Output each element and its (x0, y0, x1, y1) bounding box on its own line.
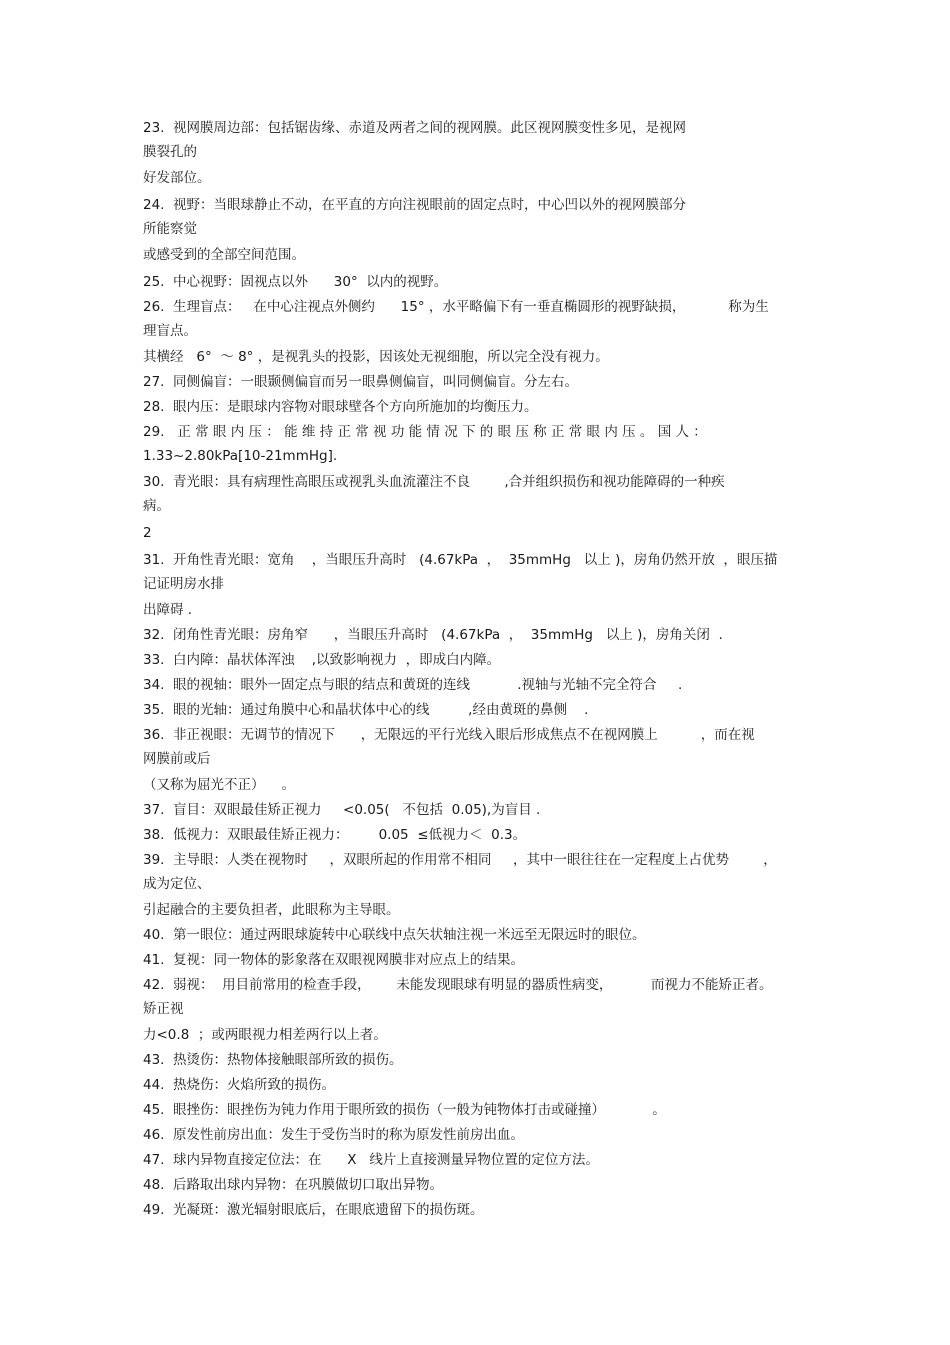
entry-41: 41. 复视：同一物体的影象落在双眼视网膜非对应点上的结果。 (143, 952, 525, 968)
page-number: 2 (143, 525, 152, 541)
entry-33: 33. 白内障：晶状体浑浊 ,以致影响视力 ，即成白内障。 (143, 652, 501, 668)
entry-30-line-2: 病。 (143, 498, 170, 514)
entry-24-line-2: 所能察觉 (143, 221, 197, 237)
entry-34: 34. 眼的视轴：眼外一固定点与眼的结点和黄斑的连线 .视轴与光轴不完全符合 . (143, 677, 683, 693)
entry-43: 43. 热烫伤：热物体接触眼部所致的损伤。 (143, 1052, 403, 1068)
entry-35: 35. 眼的光轴：通过角膜中心和晶状体中心的线 ,经由黄斑的鼻侧 . (143, 702, 589, 718)
entry-25: 25. 中心视野：固视点以外 30° 以内的视野。 (143, 274, 448, 290)
entry-49: 49. 光凝斑：激光辐射眼底后，在眼底遗留下的损伤斑。 (143, 1202, 484, 1218)
entry-42-line-1: 42. 弱视： 用目前常用的检查手段， 未能发现眼球有明显的器质性病变， 而视力不能矫正者。 (143, 977, 773, 993)
entry-42-line-2: 矫正视 (143, 1001, 184, 1017)
entry-37: 37. 盲目：双眼最佳矫正视力 <0.05( 不包括 0.05),为盲目 . (143, 802, 541, 818)
entry-26-line-3: 其横经 6° ～ 8° ，是视乳头的投影，因该处无视细胞，所以完全没有视力。 (143, 349, 609, 365)
entry-46: 46. 原发性前房出血：发生于受伤当时的称为原发性前房出血。 (143, 1127, 525, 1143)
entry-26-line-2: 理盲点。 (143, 323, 197, 339)
entry-36-line-3: （又称为屈光不正） 。 (143, 777, 296, 793)
entry-23-line-2: 膜裂孔的 (143, 144, 197, 160)
entry-29-line-1: 29. 正 常 眼 内 压 ： 能 维 持 正 常 视 功 能 情 况 下 的 眼 压 称 正 常 眼 内 压 。 国 人 ： (143, 424, 707, 440)
entry-45: 45. 眼挫伤：眼挫伤为钝力作用于眼所致的损伤（一般为钝物体打击或碰撞） 。 (143, 1102, 666, 1118)
entry-42-line-3: 力<0.8 ；或两眼视力相差两行以上者。 (143, 1027, 387, 1043)
entry-23-line-3: 好发部位。 (143, 170, 211, 186)
entry-31-line-1: 31. 开角性青光眼：宽角 ，当眼压升高时 (4.67kPa ， 35mmHg 以上 )，房角仍然开放 ，眼压描 (143, 552, 778, 568)
entry-31-line-3: 出障碍 . (143, 602, 193, 618)
entry-23-line-1: 23. 视网膜周边部：包括锯齿缘、赤道及两者之间的视网膜。此区视网膜变性多见，是视网 (143, 120, 687, 136)
entry-40: 40. 第一眼位：通过两眼球旋转中心联线中点矢状轴注视一米远至无限远时的眼位。 (143, 927, 646, 943)
entry-29-line-2: 1.33~2.80kPa[10-21mmHg]. (143, 448, 338, 464)
entry-31-line-2: 记证明房水排 (143, 576, 224, 592)
entry-39-line-1: 39. 主导眼：人类在视物时 ，双眼所起的作用常不相同 ，其中一眼往往在一定程度上占优势 ， (143, 852, 777, 868)
entry-32: 32. 闭角性青光眼：房角窄 ，当眼压升高时 (4.67kPa ， 35mmHg 以上 )，房角关闭 . (143, 627, 723, 643)
entry-47: 47. 球内异物直接定位法：在 X 线片上直接测量异物位置的定位方法。 (143, 1152, 599, 1168)
document-body (143, 120, 808, 1219)
entry-30-line-1: 30. 青光眼：具有病理性高眼压或视乳头血流灌注不良 ,合并组织损伤和视功能障碍的一种疾 (143, 474, 725, 490)
entry-36-line-2: 网膜前或后 (143, 751, 211, 767)
entry-28: 28. 眼内压：是眼球内容物对眼球壁各个方向所施加的均衡压力。 (143, 399, 538, 415)
entry-39-line-3: 引起融合的主要负担者，此眼称为主导眼。 (143, 902, 400, 918)
entry-26-line-1: 26. 生理盲点： 在中心注视点外侧约 15° ，水平略偏下有一垂直椭圆形的视野缺损， 称为生 (143, 299, 769, 315)
entry-38: 38. 低视力：双眼最佳矫正视力： 0.05 ≤低视力＜ 0.3。 (143, 827, 527, 843)
entry-27: 27. 同侧偏盲：一眼颞侧偏盲而另一眼鼻侧偏盲，叫同侧偏盲。分左右。 (143, 374, 579, 390)
entry-39-line-2: 成为定位、 (143, 876, 211, 892)
entry-44: 44. 热烧伤：火焰所致的损伤。 (143, 1077, 336, 1093)
entry-24-line-1: 24. 视野：当眼球静止不动，在平直的方向注视眼前的固定点时，中心凹以外的视网膜部分 (143, 197, 687, 213)
entry-24-line-3: 或感受到的全部空间范围。 (143, 247, 305, 263)
entry-48: 48. 后路取出球内异物：在巩膜做切口取出异物。 (143, 1177, 444, 1193)
entry-36-line-1: 36. 非正视眼：无调节的情况下 ，无限远的平行光线入眼后形成焦点不在视网膜上 ，而在视 (143, 727, 755, 743)
